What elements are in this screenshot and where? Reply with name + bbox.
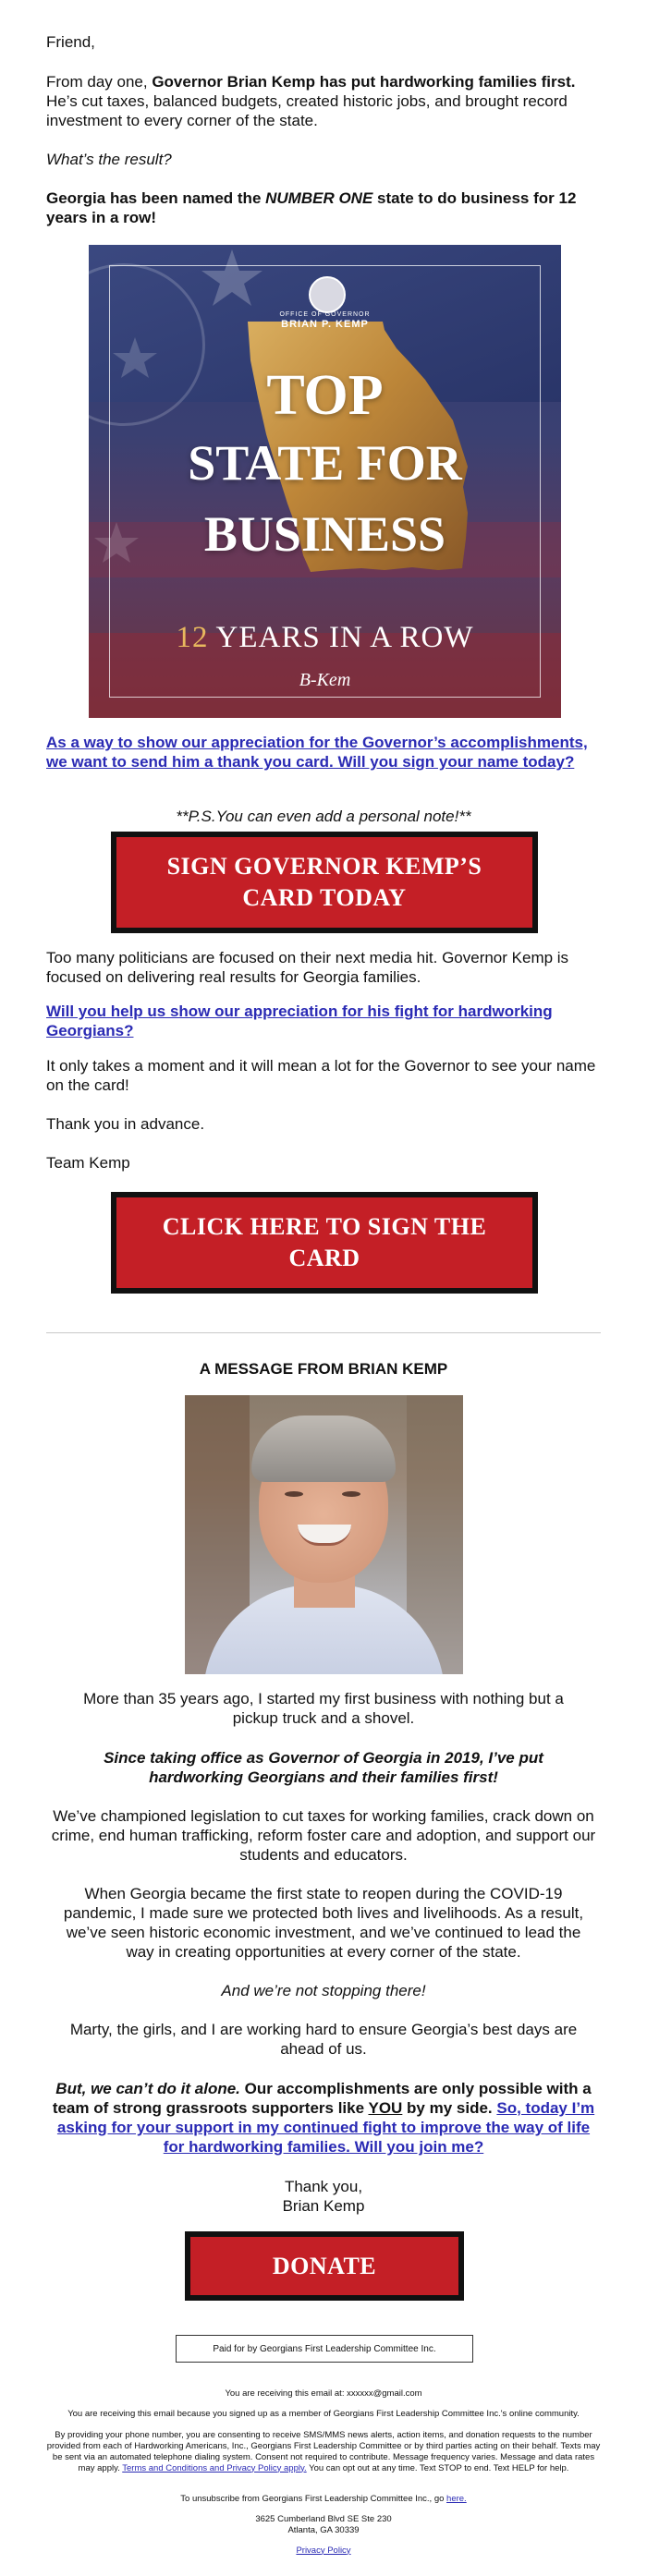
result-number-one: NUMBER ONE bbox=[265, 189, 373, 207]
footer-privacy bbox=[46, 2546, 601, 2557]
thanks: Thank you in advance. bbox=[46, 1115, 205, 1133]
bio-5: And we’re not stopping there! bbox=[221, 1982, 426, 1999]
bio-7-italic: But, we can’t do it alone. bbox=[55, 2080, 240, 2097]
footer-address-1: 3625 Cumberland Blvd SE Ste 230 bbox=[255, 2513, 392, 2524]
click-sign-card-button[interactable] bbox=[111, 1192, 538, 1294]
hero-image[interactable] bbox=[89, 245, 561, 718]
paid-for-box bbox=[176, 2335, 473, 2363]
brian-kemp-portrait bbox=[185, 1395, 463, 1674]
result-paragraph bbox=[46, 188, 601, 227]
bio-2: Since taking office as Governor of Georgia in 2019, I’ve put hardworking Georgians and their families first! bbox=[104, 1749, 543, 1786]
sign-card-button-label: SIGN GOVERNOR KEMP’S CARD TODAY bbox=[166, 853, 482, 911]
unsubscribe-link[interactable]: here. bbox=[446, 2493, 467, 2504]
governor-seal-icon bbox=[309, 276, 346, 313]
message-header: A MESSAGE FROM BRIAN KEMP bbox=[199, 1360, 448, 1378]
bio-3: We’ve championed legislation to cut taxes for working families, crack down on crime, end human trafficking, reform foster care and adoption, and support our students and educators. bbox=[51, 1807, 596, 1864]
bio-7-bold: Our accomplishments are only possible with a team of strong grassroots supporters like bbox=[52, 2080, 592, 2117]
donate-button[interactable] bbox=[185, 2231, 464, 2301]
appreciation-link-paragraph bbox=[46, 733, 601, 772]
hair bbox=[251, 1416, 396, 1482]
question: What’s the result? bbox=[46, 151, 172, 168]
footer-sms-b: You can opt out at any time. Text STOP to end. Text HELP for help. bbox=[306, 2462, 569, 2473]
signoff-name: Brian Kemp bbox=[282, 2197, 365, 2215]
intro-bold: Governor Brian Kemp has put hardworking families first. bbox=[152, 73, 576, 91]
result-a: Georgia has been named the bbox=[46, 189, 266, 207]
hero-years bbox=[89, 621, 561, 655]
ps-note: **P.S.You can even add a personal note!** bbox=[176, 808, 471, 825]
bio-7 bbox=[46, 2079, 601, 2157]
appreciation-link[interactable]: As a way to show our appreciation for the Governor’s accomplishments, we want to send him a thank you card. Will you sign your name today? bbox=[46, 734, 588, 771]
eye-left bbox=[285, 1491, 303, 1497]
bio-7-bold2: by my side. bbox=[402, 2099, 497, 2117]
divider bbox=[46, 1332, 601, 1333]
bio-6: Marty, the girls, and I are working hard to ensure Georgia’s best days are ahead of us. bbox=[69, 2021, 578, 2058]
intro-rest: He’s cut taxes, balanced budgets, created historic jobs, and brought record investment to every corner of the state. bbox=[46, 92, 568, 129]
eye-right bbox=[342, 1491, 360, 1497]
footer-sms-consent bbox=[46, 2430, 601, 2474]
team-signature: Team Kemp bbox=[46, 1154, 130, 1172]
governor-name-line: BRIAN P. KEMP bbox=[281, 319, 369, 330]
bio-7-you: YOU bbox=[368, 2099, 403, 2117]
greeting: Friend, bbox=[46, 33, 95, 51]
footer-signed-up: You are receiving this email because you signed up as a member of Georgians First Leadership Committee Inc.'s online community. bbox=[67, 2408, 580, 2419]
hero-title-top: TOP bbox=[266, 364, 384, 427]
signature: B-Kem bbox=[299, 670, 351, 690]
bio-4: When Georgia became the first state to reopen during the COVID-19 pandemic, I made sure we protected both lives and livelihoods. As a result, we’ve seen historic economic investment, and we’ve continued to lead the way in creating opportunities at every corner of the state. bbox=[63, 1885, 584, 1961]
years-number: 12 bbox=[176, 621, 209, 654]
help-link[interactable]: Will you help us show our appreciation for his fight for hardworking Georgians? bbox=[46, 1002, 553, 1039]
intro-paragraph bbox=[46, 72, 601, 130]
result-c: state to do business for 12 years in a row! bbox=[46, 189, 577, 226]
join-me-link[interactable]: So, today I’m asking for your support in my continued fight to improve the way of life for hardworking families. Will you join me? bbox=[56, 2099, 595, 2156]
help-link-paragraph bbox=[46, 1002, 601, 1040]
hero-title-state: STATE FOR bbox=[188, 435, 462, 491]
intro-lead: From day one, bbox=[46, 73, 153, 91]
paid-for-text: Paid for by Georgians First Leadership Committee Inc. bbox=[213, 2343, 436, 2354]
footer-unsubscribe bbox=[46, 2494, 601, 2505]
click-sign-card-button-label: CLICK HERE TO SIGN THE CARD bbox=[162, 1213, 487, 1271]
hero-title-business: BUSINESS bbox=[203, 506, 446, 562]
years-text: YEARS IN A ROW bbox=[208, 621, 474, 654]
moment-paragraph: It only takes a moment and it will mean a lot for the Governor to see your name on the card! bbox=[46, 1057, 596, 1094]
terms-privacy-link[interactable]: Terms and Conditions and Privacy Policy apply. bbox=[122, 2462, 307, 2473]
bio-1: More than 35 years ago, I started my first business with nothing but a pickup truck and a shovel. bbox=[83, 1690, 564, 1727]
footer-receiving: You are receiving this email at: xxxxxx@gmail.com bbox=[225, 2388, 422, 2399]
donate-button-label: DONATE bbox=[272, 2252, 377, 2279]
privacy-policy-link[interactable]: Privacy Policy bbox=[296, 2545, 351, 2556]
footer-unsub-text: To unsubscribe from Georgians First Leadership Committee Inc., go bbox=[180, 2493, 447, 2504]
footer-address-2: Atlanta, GA 30339 bbox=[287, 2524, 360, 2535]
politicians-paragraph: Too many politicians are focused on their next media hit. Governor Kemp is focused on delivering real results for Georgia families. bbox=[46, 949, 569, 986]
office-line: OFFICE OF GOVERNOR bbox=[279, 311, 371, 318]
sign-card-button[interactable] bbox=[111, 832, 538, 933]
signoff-thank-you: Thank you, bbox=[284, 2178, 363, 2195]
footer-sms-a: By providing your phone number, you are consenting to receive SMS/MMS news alerts, action items, and donation requests to the number provided from each of Hardworking Americans, Inc., Georgians First Leadership Committee or by third parties acting on their behalf. Texts may be sent via an automated telephone dialing system. Consent not required to contribute. Message frequency varies. Message and data rates may apply. bbox=[46, 2429, 601, 2473]
